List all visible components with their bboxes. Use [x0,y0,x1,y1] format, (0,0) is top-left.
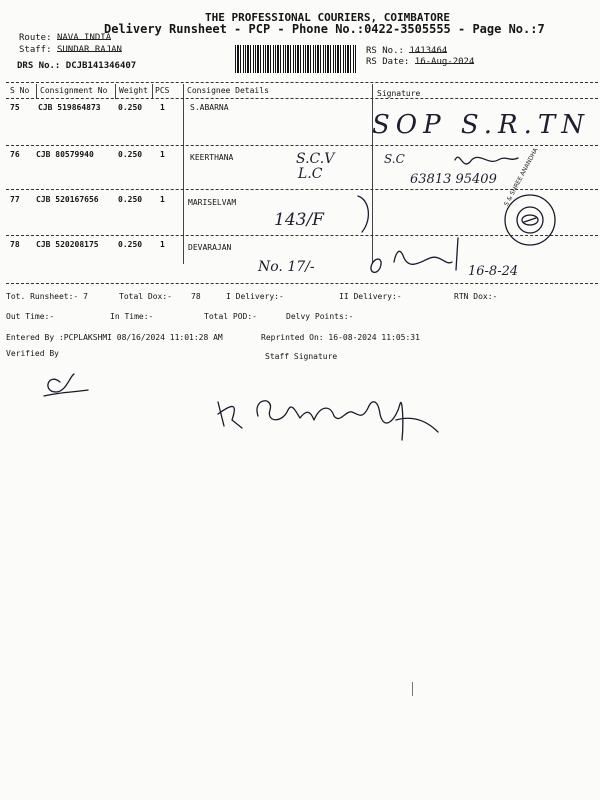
row-consignee: MARISELVAM [188,198,237,207]
col-header-consignment: Consignment No [40,86,108,95]
total-dox-value: 78 [191,292,201,301]
col-header-weight: Weight [119,86,148,95]
total-pod: Total POD:- [204,312,257,321]
row-sno: 76 [10,150,20,159]
company-name: THE PROFESSIONAL COURIERS, COIMBATORE [204,11,451,24]
row-consignment: CJB 520208175 [36,240,99,249]
ii-delivery: II Delivery:- [339,292,402,301]
row-sno: 78 [10,240,20,249]
row-weight: 0.250 [118,240,143,249]
rs-no-label: RS No.: [366,46,404,56]
row-sno: 75 [10,103,20,112]
row-consignment: CJB 519864873 [38,103,101,112]
row-consignment: CJB 520167656 [36,195,99,204]
row-consignee: S.ABARNA [190,103,229,112]
tot-runsheet: Tot. Runsheet:- 7 [6,292,88,301]
col-header-sno: S No [10,86,30,95]
staff-value: SUNDAR RAJAN [56,45,122,55]
drs-label: DRS No.: [17,61,61,71]
route-label: Route: [19,33,52,43]
rs-date-value: 16-Aug-2024 [414,57,475,67]
staff-signature-label: Staff Signature [265,352,338,361]
rs-date-label: RS Date: [366,57,410,67]
col-header-pcs: PCS [155,86,170,95]
i-delivery: I Delivery:- [226,292,284,301]
drs-value: DCJB141346407 [65,61,137,71]
row-consignment: CJB 80579940 [36,150,94,159]
staff-label: Staff: [19,45,52,55]
stamp-text: S & SHREE ANANDHA [503,146,540,208]
row-weight: 0.250 [118,103,143,112]
row-consignee: KEERTHANA [190,153,234,162]
row78-date: 16-8-24 [468,264,519,279]
rs-no-value: 1413464 [409,46,448,56]
row76-note-c: S.C [384,152,405,166]
out-time: Out Time:- [6,312,55,321]
reprinted-on: Reprinted On: 16-08-2024 11:05:31 [261,333,420,342]
runsheet-title: Delivery Runsheet - PCP - Phone No.:0422-3505555 - Page No.:7 [104,22,545,36]
in-time: In Time:- [110,312,154,321]
total-dox-label: Total Dox:- [119,292,172,301]
route-value: NAVA INDIA [56,33,112,43]
col-header-consignee: Consignee Details [187,86,269,95]
row-consignee: DEVARAJAN [188,243,232,252]
row-pcs: 1 [160,240,165,249]
row77-note: 143/F [274,210,324,230]
row-sno: 77 [10,195,20,204]
entered-by: Entered By :PCPLAKSHMI 08/16/2024 11:01:28 AM [6,333,223,342]
rtn-dox: RTN Dox:- [454,292,498,301]
row-pcs: 1 [160,103,165,112]
row-weight: 0.250 [118,195,143,204]
row76-note-b: L.C [298,166,323,182]
row76-phone: 63813 95409 [410,172,497,187]
row76-note-a: S.C.V [296,151,335,167]
delvy-points: Delvy Points:- [286,312,354,321]
row-pcs: 1 [160,195,165,204]
edge-mark [412,682,413,696]
row-pcs: 1 [160,150,165,159]
row-weight: 0.250 [118,150,143,159]
row75-signature-text: SOP S.R.TN [372,110,590,140]
verified-by-label: Verified By [6,349,59,358]
col-header-signature: Signature [377,89,421,98]
row78-note: No. 17/- [258,259,315,275]
